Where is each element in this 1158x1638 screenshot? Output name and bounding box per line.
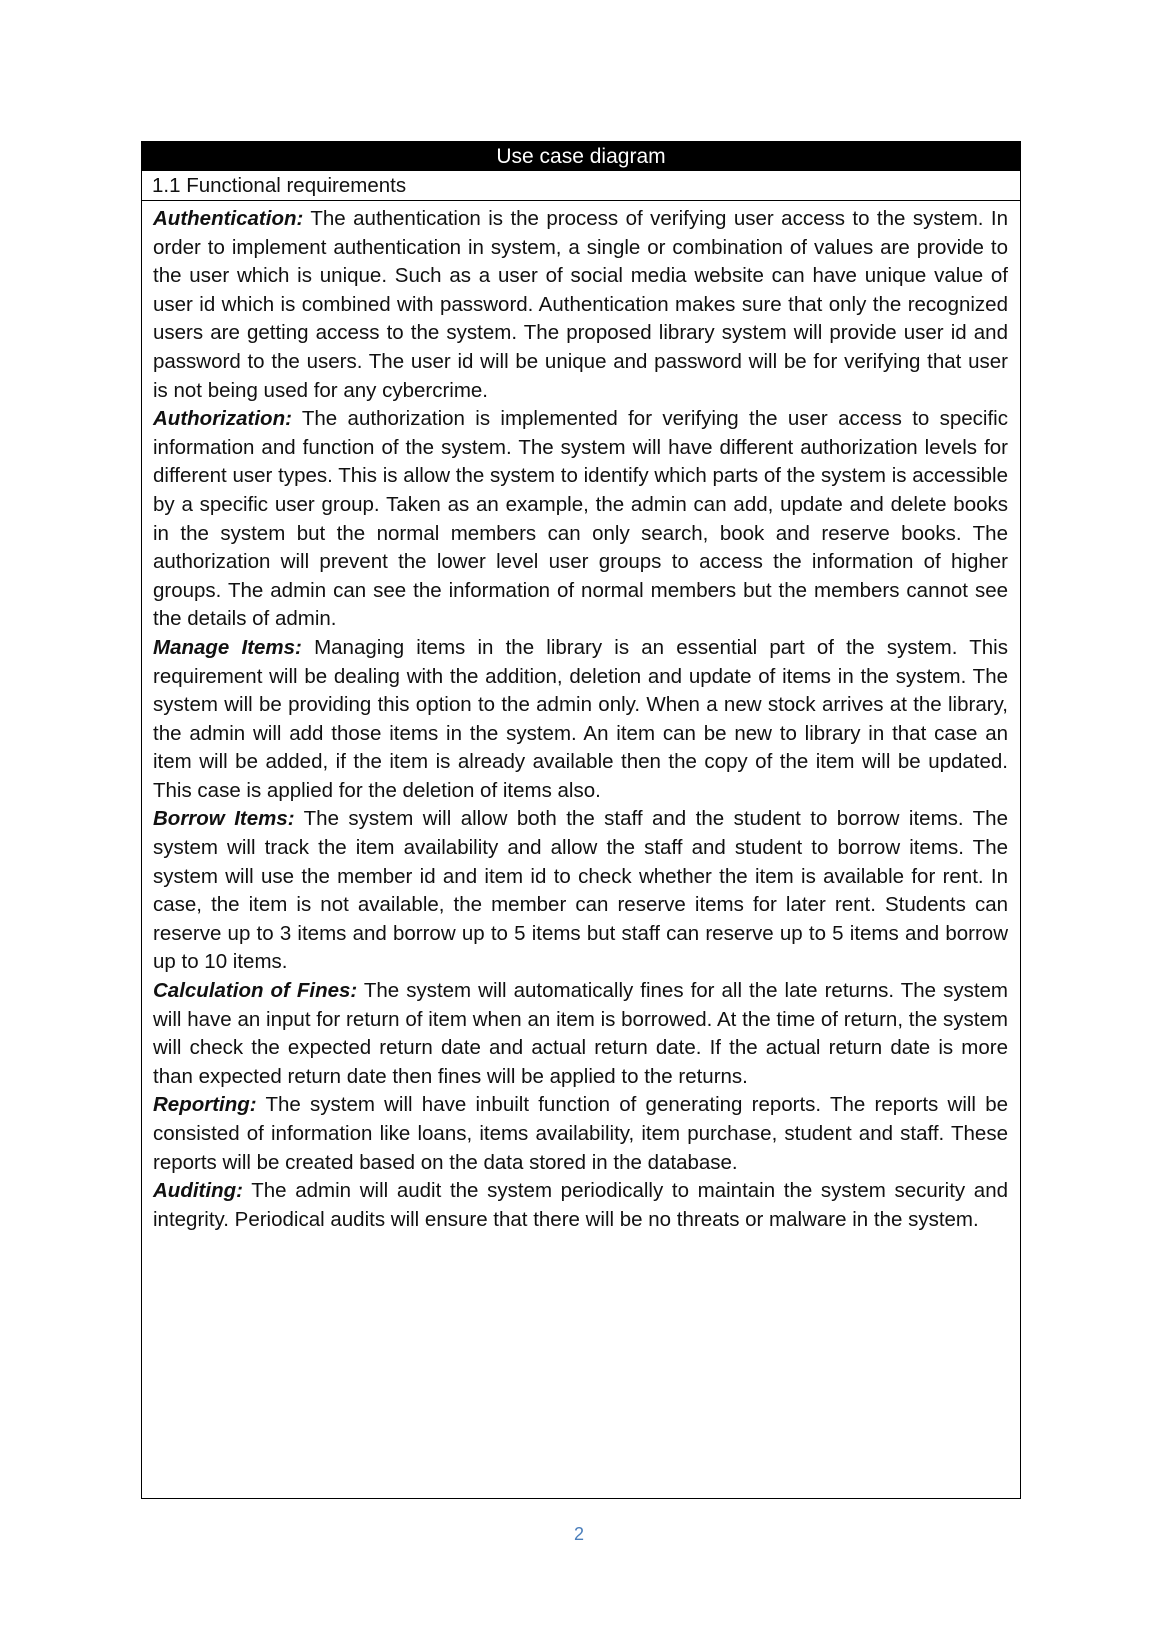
requirement-text: The authentication is the process of verifying user access to the system. In order to implement authentication in system, a single or combination of values are provide to the user which is unique. Such as a user of social media website can have unique value of user id which is combined with password. Authentication makes sure that only the recognized users are getting access to the system. The proposed library system will provide user id and password to the users. The user id will be unique and password will be for verifying that user is not being used for any cybercrime. <box>153 207 1008 402</box>
table-header: Use case diagram <box>142 142 1020 171</box>
requirement-text: The system will automatically fines for all the late returns. The system will have an input for return of item when an item is borrowed. At the time of return, the system will check the expected return date and actual return date. If the actual return date is more than expected return date then fines will be applied to the returns. <box>153 979 1008 1088</box>
requirement-text: The authorization is implemented for verifying the user access to specific information and function of the system. The system will have different authorization levels for different user types. This is allow the system to identify which parts of the system is accessible by a specific user group. Taken as an example, the admin can add, update and delete books in the system but the normal members can only search, book and reserve books. The authorization will prevent the lower level user groups to access the information of higher groups. The admin can see the information of normal members but the members cannot see the details of admin. <box>153 407 1008 631</box>
requirement-manage-items <box>153 634 1008 806</box>
requirement-text: The system will allow both the staff and the student to borrow items. The system will track the item availability and allow the staff and student to borrow items. The system will use the member id and item id to check whether the item is available for rent. In case, the item is not available, the member can reserve items for later rent. Students can reserve up to 3 items and borrow up to 5 items but staff can reserve up to 5 items and borrow up to 10 items. <box>153 807 1008 974</box>
requirements-table <box>141 141 1021 1499</box>
requirement-term: Auditing: <box>153 1179 243 1203</box>
page-number: 2 <box>573 1524 584 1544</box>
requirement-reporting <box>153 1091 1008 1177</box>
requirement-authorization <box>153 405 1008 634</box>
requirement-text: Managing items in the library is an essential part of the system. This requirement will be dealing with the addition, deletion and update of items in the system. The system will be providing this option to the admin only. When a new stock arrives at the library, the admin will add those items in the system. An item can be new to library in that case an item will be added, if the item is already available then the copy of the item will be updated. This case is applied for the deletion of items also. <box>153 635 1008 802</box>
requirement-term: Borrow Items: <box>153 807 295 831</box>
requirement-text: The system will have inbuilt function of generating reports. The reports will be consisted of information like loans, items availability, item purchase, student and staff. These reports will be created based on the data stored in the database. <box>153 1093 1008 1174</box>
requirement-term: Reporting: <box>153 1093 257 1117</box>
requirement-term: Authorization: <box>153 407 292 431</box>
requirement-term: Manage Items: <box>153 635 302 659</box>
requirement-auditing <box>153 1177 1008 1234</box>
requirement-term: Authentication: <box>153 207 304 230</box>
section-title: 1.1 Functional requirements <box>142 171 1020 201</box>
requirements-content <box>142 201 1020 1498</box>
requirement-term: Calculation of Fines: <box>153 979 358 1003</box>
requirement-text: The admin will audit the system periodically to maintain the system security and integrity. Periodical audits will ensure that there will be no threats or malware in the system. <box>153 1179 1008 1231</box>
requirement-borrow-items <box>153 805 1008 977</box>
requirement-calculation-of-fines <box>153 977 1008 1091</box>
requirement-authentication <box>153 205 1008 405</box>
